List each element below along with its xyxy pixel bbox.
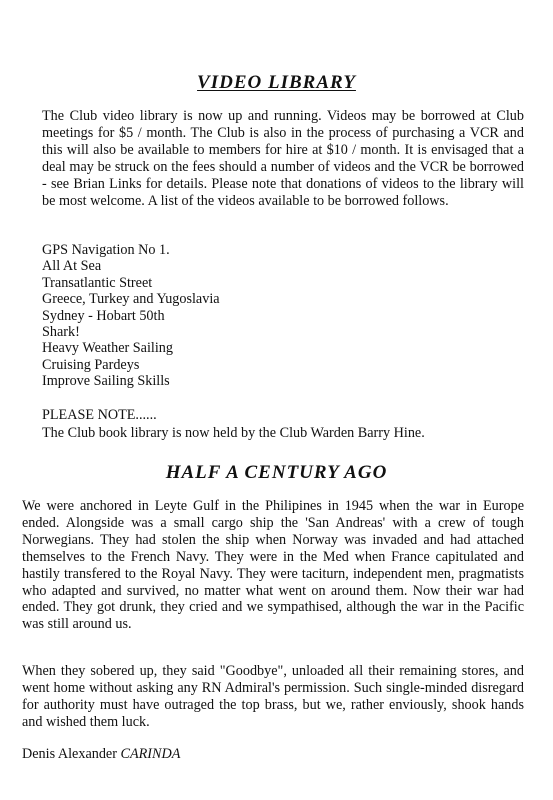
book-library-note: The Club book library is now held by the Club Warden Barry Hine. <box>42 425 425 441</box>
author-name: Denis Alexander <box>22 746 117 762</box>
author-signature <box>22 746 180 763</box>
half-century-paragraph-2: When they sobered up, they said "Goodbye", unloaded all their remaining stores, and went home without asking any RN Admiral's permission. Such single-minded disregard for authority must have outraged the top brass, but we, rather enviously, shook hands and wished them luck. <box>22 663 524 730</box>
author-vessel: CARINDA <box>120 746 181 762</box>
video-list-item: Improve Sailing Skills <box>42 373 170 390</box>
video-library-heading: VIDEO LIBRARY <box>197 72 356 93</box>
video-list-item: Sydney - Hobart 50th <box>42 307 165 324</box>
video-list-item: Greece, Turkey and Yugoslavia <box>42 291 220 308</box>
video-library-intro: The Club video library is now up and running. Videos may be borrowed at Club meetings for $5 / month. The Club is also in the process of purchasing a VCR and this will also be available to members for hire at $10 / month. It is envisaged that a deal may be struck on the fees should a number of videos and the VCR be borrowed - see Brian Links for details. Please note that donations of videos to the library will be most welcome. A list of the videos available to be borrowed follows. <box>42 108 524 209</box>
video-list-item: Cruising Pardeys <box>42 356 140 373</box>
half-century-heading: HALF A CENTURY AGO <box>165 462 388 483</box>
video-list-item: All At Sea <box>42 258 102 275</box>
video-list-item: Shark! <box>42 324 80 341</box>
video-list-item: GPS Navigation No 1. <box>42 242 170 258</box>
video-list <box>42 242 220 390</box>
please-note-label: PLEASE NOTE...... <box>42 407 157 423</box>
video-list-item: Transatlantic Street <box>42 274 153 291</box>
video-list-item: Heavy Weather Sailing <box>42 340 173 357</box>
half-century-paragraph-1: We were anchored in Leyte Gulf in the Philipines in 1945 when the war in Europe ended. Alongside was a small cargo ship the 'San Andreas' with a crew of tough Norwegians. They had stolen the ship when Norway was invaded and had attached themselves to the French Navy. They were in the Med when France capitulated and hastily transfered to the Royal Navy. They were taciturn, independent men, pragmatists who adapted and survived, no matter what went on around them. Now their war had ended. They got drunk, they cried and we sympathised, although the war in the Pacific was still around us. <box>22 498 524 633</box>
